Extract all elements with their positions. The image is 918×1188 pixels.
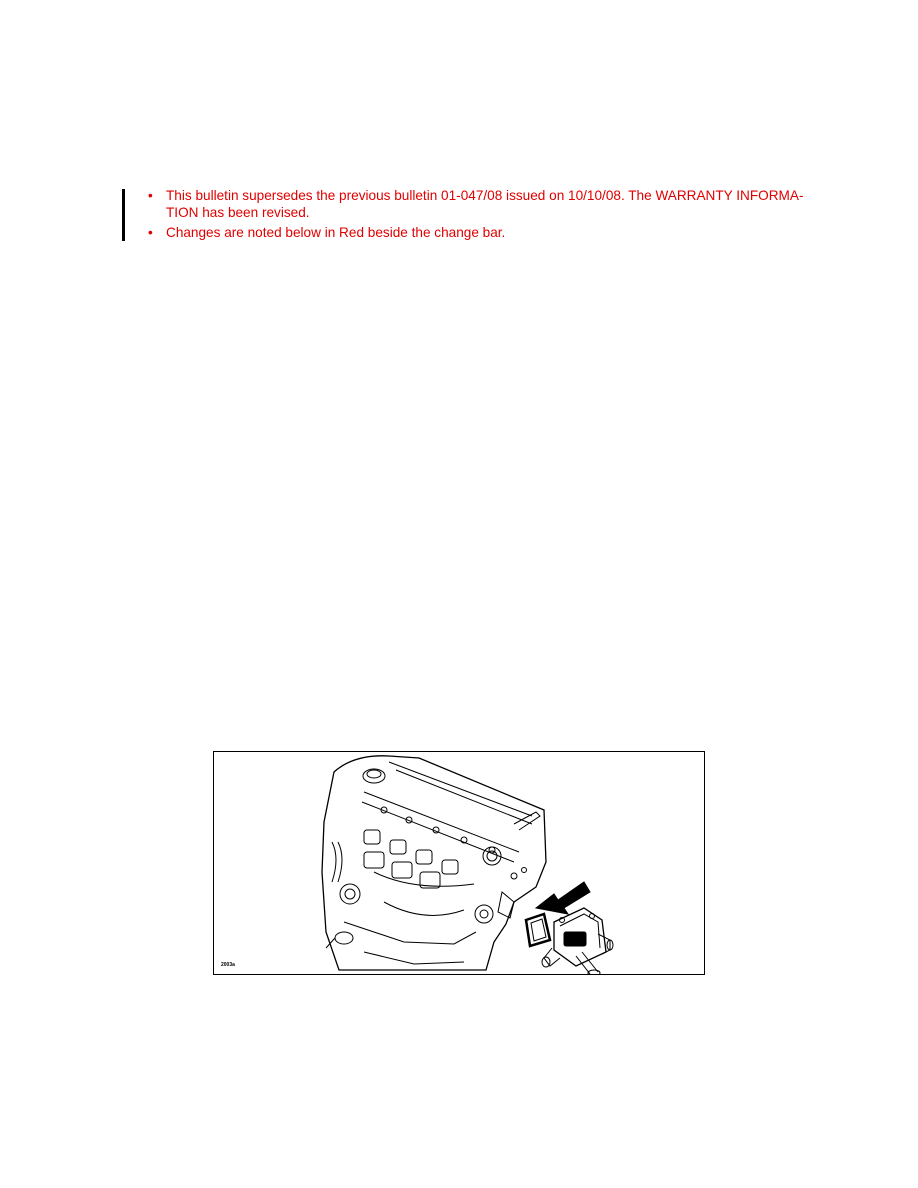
figure-id-label: 2003a xyxy=(221,962,235,968)
revision-notes xyxy=(146,187,810,244)
revision-note-text: Changes are noted below in Red beside the change bar. xyxy=(166,225,506,240)
engine-illustration xyxy=(214,752,705,975)
bullet-icon: • xyxy=(148,225,153,240)
change-bar xyxy=(122,189,125,241)
revision-note-text: This bulletin supersedes the previous bulletin 01-047/08 issued on 10/10/08. The WARRANTY INFORMA-TION has been revised. xyxy=(166,188,804,220)
bullet-icon: • xyxy=(148,188,153,203)
engine-figure xyxy=(213,751,705,975)
revision-note-1 xyxy=(146,187,810,221)
revision-note-2 xyxy=(146,224,810,241)
